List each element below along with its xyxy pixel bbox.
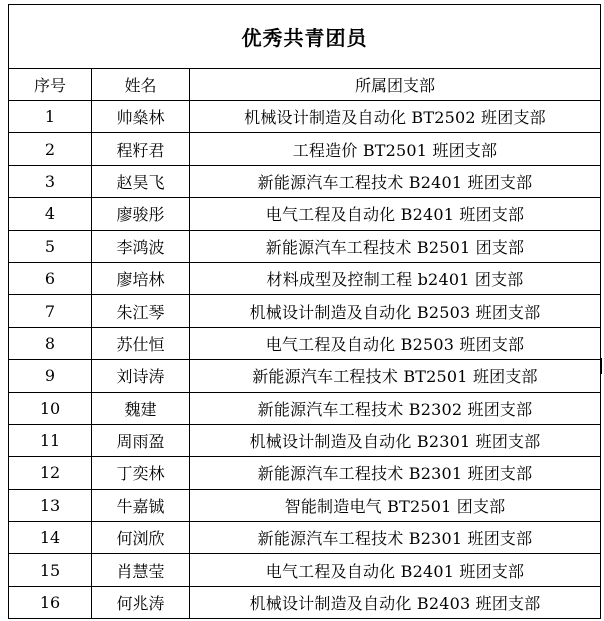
row-number: 6: [9, 262, 92, 294]
table-row: [9, 262, 601, 294]
member-name: 苏仕恒: [92, 327, 190, 359]
row-number: 11: [9, 424, 92, 456]
row-number: 3: [9, 165, 92, 197]
row-number: 10: [9, 392, 92, 424]
table-row: [9, 360, 601, 392]
header-row: [9, 69, 601, 101]
row-number: 2: [9, 133, 92, 165]
member-name: 丁奕林: [92, 457, 190, 489]
row-number: 14: [9, 522, 92, 554]
row-number: 7: [9, 295, 92, 327]
title-row: [9, 5, 601, 69]
branch-name: 电气工程及自动化 B2503 班团支部: [190, 327, 601, 359]
table-row: [9, 424, 601, 456]
member-name: 周雨盈: [92, 424, 190, 456]
table-row: [9, 586, 601, 618]
table-row: [9, 198, 601, 230]
row-number: 16: [9, 586, 92, 618]
header-branch: 所属团支部: [190, 69, 601, 101]
table-row: [9, 489, 601, 521]
table-row: [9, 554, 601, 586]
table-row: [9, 327, 601, 359]
member-name: 何浏欣: [92, 522, 190, 554]
member-name: 帅燊林: [92, 101, 190, 133]
honor-roll-table: [8, 4, 601, 619]
branch-name: 机械设计制造及自动化 B2301 班团支部: [190, 424, 601, 456]
table-row: [9, 457, 601, 489]
row-number: 12: [9, 457, 92, 489]
branch-name: 新能源汽车工程技术 B2302 班团支部: [190, 392, 601, 424]
member-name: 程籽君: [92, 133, 190, 165]
branch-name: 材料成型及控制工程 b2401 团支部: [190, 262, 601, 294]
header-no: 序号: [9, 69, 92, 101]
member-name: 刘诗涛: [92, 360, 190, 392]
table-row: [9, 101, 601, 133]
header-name: 姓名: [92, 69, 190, 101]
member-name: 廖培林: [92, 262, 190, 294]
branch-name: 工程造价 BT2501 班团支部: [190, 133, 601, 165]
branch-name: 电气工程及自动化 B2401 班团支部: [190, 198, 601, 230]
table-row: [9, 295, 601, 327]
row-number: 5: [9, 230, 92, 262]
member-name: 李鸿波: [92, 230, 190, 262]
branch-name: 新能源汽车工程技术 B2401 班团支部: [190, 165, 601, 197]
branch-name: 智能制造电气 BT2501 团支部: [190, 489, 601, 521]
table-row: [9, 230, 601, 262]
row-number: 4: [9, 198, 92, 230]
member-name: 廖骏彤: [92, 198, 190, 230]
member-name: 牛嘉铖: [92, 489, 190, 521]
branch-name: 电气工程及自动化 B2401 班团支部: [190, 554, 601, 586]
branch-name: 机械设计制造及自动化 B2503 班团支部: [190, 295, 601, 327]
branch-name: 机械设计制造及自动化 BT2502 班团支部: [190, 101, 601, 133]
table-title: 优秀共青团员: [9, 5, 601, 69]
member-name: 何兆涛: [92, 586, 190, 618]
branch-name: 机械设计制造及自动化 B2403 班团支部: [190, 586, 601, 618]
branch-name: 新能源汽车工程技术 B2501 团支部: [190, 230, 601, 262]
branch-name: 新能源汽车工程技术 B2301 班团支部: [190, 522, 601, 554]
member-name: 朱江琴: [92, 295, 190, 327]
edge-tick-mark: [600, 358, 602, 374]
table-row: [9, 133, 601, 165]
branch-name: 新能源汽车工程技术 BT2501 班团支部: [190, 360, 601, 392]
row-number: 1: [9, 101, 92, 133]
row-number: 15: [9, 554, 92, 586]
table-row: [9, 522, 601, 554]
branch-name: 新能源汽车工程技术 B2301 班团支部: [190, 457, 601, 489]
member-name: 肖慧莹: [92, 554, 190, 586]
table-row: [9, 165, 601, 197]
member-name: 魏建: [92, 392, 190, 424]
row-number: 13: [9, 489, 92, 521]
table-row: [9, 392, 601, 424]
row-number: 9: [9, 360, 92, 392]
row-number: 8: [9, 327, 92, 359]
member-name: 赵昊飞: [92, 165, 190, 197]
